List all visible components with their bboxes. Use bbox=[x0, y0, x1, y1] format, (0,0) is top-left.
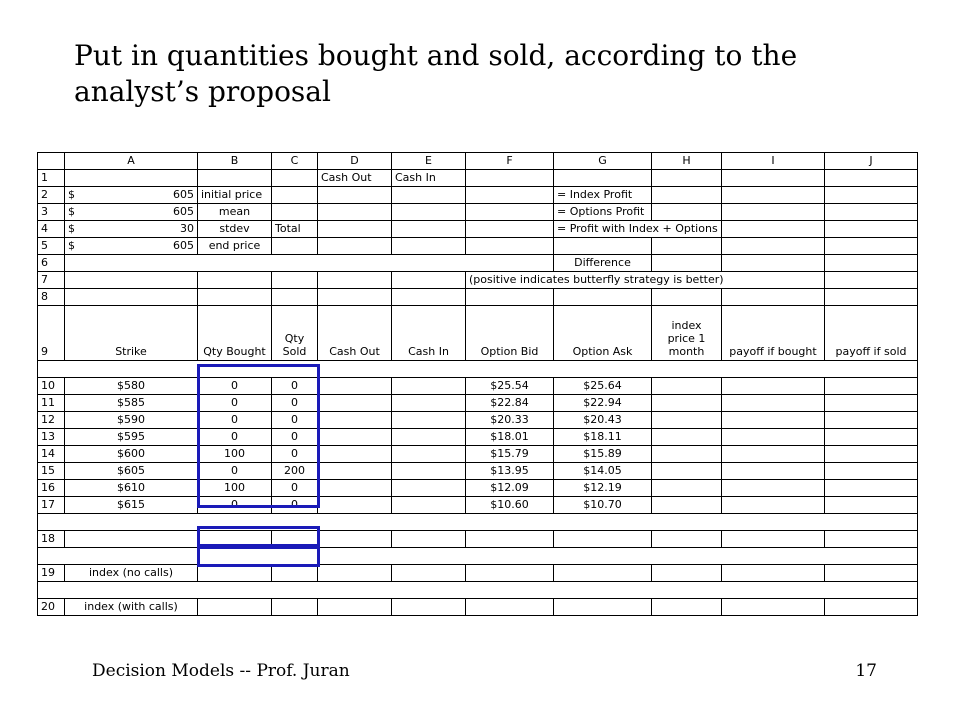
cash-out-cell[interactable] bbox=[318, 446, 392, 463]
option-ask-cell[interactable]: $15.89 bbox=[554, 446, 652, 463]
cell[interactable] bbox=[652, 412, 722, 429]
cell[interactable] bbox=[272, 187, 318, 204]
cell[interactable] bbox=[466, 531, 554, 548]
cell[interactable] bbox=[825, 289, 918, 306]
qty-sold-cell[interactable]: 0 bbox=[272, 412, 318, 429]
cash-in-cell[interactable] bbox=[392, 378, 466, 395]
cell[interactable] bbox=[198, 170, 272, 187]
currency-symbol: $ bbox=[68, 222, 75, 235]
qty-bought-cell[interactable]: 100 bbox=[198, 480, 272, 497]
qty-sold-cell[interactable]: 200 bbox=[272, 463, 318, 480]
cell[interactable] bbox=[722, 565, 825, 582]
sheet-row bbox=[38, 204, 918, 221]
index-price-header-line2: price 1 bbox=[667, 332, 706, 345]
row-number[interactable]: 20 bbox=[38, 599, 65, 616]
currency-symbol: $ bbox=[68, 205, 75, 218]
sheet-row bbox=[38, 238, 918, 255]
cell[interactable] bbox=[825, 378, 918, 395]
cell-value: 30 bbox=[180, 222, 194, 235]
spacer-row bbox=[38, 361, 918, 378]
total-label-cell[interactable]: Total bbox=[272, 221, 318, 238]
index-price-header-line1: index bbox=[671, 319, 702, 332]
cell[interactable] bbox=[652, 497, 722, 514]
index-no-calls-label-cell[interactable]: index (no calls) bbox=[65, 565, 198, 582]
cell[interactable] bbox=[652, 531, 722, 548]
row-number[interactable]: 12 bbox=[38, 412, 65, 429]
cell[interactable] bbox=[198, 272, 272, 289]
option-bid-cell[interactable]: $22.84 bbox=[466, 395, 554, 412]
mean-label-cell[interactable]: mean bbox=[198, 204, 272, 221]
cell[interactable] bbox=[722, 599, 825, 616]
option-bid-cell[interactable]: $15.79 bbox=[466, 446, 554, 463]
cell[interactable] bbox=[318, 204, 392, 221]
cell[interactable] bbox=[652, 565, 722, 582]
col-header-f[interactable]: F bbox=[466, 153, 554, 170]
qty-bought-cell[interactable]: 0 bbox=[198, 497, 272, 514]
cell[interactable] bbox=[466, 170, 554, 187]
index-no-calls-sold-cell[interactable] bbox=[272, 565, 318, 582]
col-header-i[interactable]: I bbox=[722, 153, 825, 170]
cell[interactable] bbox=[318, 599, 392, 616]
strike-cell[interactable]: $615 bbox=[65, 497, 198, 514]
cell[interactable] bbox=[825, 412, 918, 429]
cell[interactable] bbox=[722, 480, 825, 497]
row-number[interactable]: 6 bbox=[38, 255, 65, 272]
row-number[interactable]: 11 bbox=[38, 395, 65, 412]
qty-bought-cell[interactable]: 0 bbox=[198, 429, 272, 446]
sheet-row bbox=[38, 599, 918, 616]
cell[interactable] bbox=[652, 480, 722, 497]
cash-in-cell[interactable] bbox=[392, 463, 466, 480]
cell[interactable] bbox=[272, 170, 318, 187]
cell[interactable] bbox=[318, 187, 392, 204]
cash-out-cell[interactable] bbox=[318, 480, 392, 497]
col-header-b[interactable]: B bbox=[198, 153, 272, 170]
cell[interactable] bbox=[554, 599, 652, 616]
qty-bought-cell[interactable]: 0 bbox=[198, 463, 272, 480]
cell[interactable] bbox=[554, 238, 652, 255]
mean-value-cell[interactable] bbox=[65, 204, 198, 221]
row-number[interactable]: 5 bbox=[38, 238, 65, 255]
option-row bbox=[38, 446, 918, 463]
cell[interactable] bbox=[722, 412, 825, 429]
strike-cell[interactable]: $605 bbox=[65, 463, 198, 480]
cash-out-cell[interactable] bbox=[318, 463, 392, 480]
sheet-row bbox=[38, 272, 918, 289]
option-bid-cell[interactable]: $12.09 bbox=[466, 480, 554, 497]
qty-sold-header-cell[interactable] bbox=[272, 306, 318, 361]
row-number[interactable]: 17 bbox=[38, 497, 65, 514]
option-ask-cell[interactable]: $22.94 bbox=[554, 395, 652, 412]
index-price-header-cell[interactable] bbox=[652, 306, 722, 361]
option-ask-cell[interactable]: $18.11 bbox=[554, 429, 652, 446]
cell[interactable] bbox=[825, 221, 918, 238]
qty-sold-cell[interactable]: 0 bbox=[272, 480, 318, 497]
row-number[interactable]: 13 bbox=[38, 429, 65, 446]
cell[interactable] bbox=[272, 289, 318, 306]
initial-price-label-cell[interactable]: initial price bbox=[198, 187, 272, 204]
cash-in-cell[interactable] bbox=[392, 412, 466, 429]
qty-bought-cell[interactable]: 100 bbox=[198, 446, 272, 463]
col-header-j[interactable]: J bbox=[825, 153, 918, 170]
strike-cell[interactable]: $580 bbox=[65, 378, 198, 395]
options-profit-label-cell[interactable]: = Options Profit bbox=[554, 204, 652, 221]
qty-sold-header-line1: Qty bbox=[284, 332, 305, 345]
payoff-sold-header-cell[interactable]: payoff if sold bbox=[825, 306, 918, 361]
cell[interactable] bbox=[825, 480, 918, 497]
sheet-row bbox=[38, 565, 918, 582]
footer-course-label: Decision Models -- Prof. Juran bbox=[92, 661, 350, 681]
spacer-row bbox=[38, 514, 918, 531]
cell[interactable] bbox=[272, 204, 318, 221]
option-bid-cell[interactable]: $25.54 bbox=[466, 378, 554, 395]
cell[interactable] bbox=[652, 289, 722, 306]
cash-in-label-cell[interactable]: Cash In bbox=[392, 170, 466, 187]
spreadsheet-grid bbox=[37, 152, 918, 616]
cell[interactable] bbox=[652, 446, 722, 463]
cell[interactable] bbox=[65, 170, 198, 187]
sheet-row bbox=[38, 531, 918, 548]
row-number[interactable]: 19 bbox=[38, 565, 65, 582]
cell[interactable] bbox=[392, 565, 466, 582]
cell[interactable] bbox=[392, 272, 466, 289]
option-bid-cell[interactable]: $18.01 bbox=[466, 429, 554, 446]
cash-out-header-cell[interactable]: Cash Out bbox=[318, 306, 392, 361]
option-row bbox=[38, 378, 918, 395]
cell[interactable] bbox=[722, 531, 825, 548]
slide-title: Put in quantities bought and sold, according to the analyst’s proposal bbox=[74, 39, 798, 108]
index-no-calls-bought-cell[interactable] bbox=[198, 565, 272, 582]
cell[interactable] bbox=[554, 565, 652, 582]
cell[interactable] bbox=[652, 255, 722, 272]
cell[interactable] bbox=[722, 378, 825, 395]
cell[interactable] bbox=[392, 204, 466, 221]
cell[interactable] bbox=[825, 272, 918, 289]
row-number[interactable]: 15 bbox=[38, 463, 65, 480]
cell[interactable] bbox=[652, 378, 722, 395]
qty-bought-cell[interactable]: 0 bbox=[198, 378, 272, 395]
cell[interactable] bbox=[466, 565, 554, 582]
option-ask-cell[interactable]: $14.05 bbox=[554, 463, 652, 480]
column-header-row bbox=[38, 153, 918, 170]
stdev-label-cell[interactable]: stdev bbox=[198, 221, 272, 238]
cell[interactable] bbox=[318, 565, 392, 582]
qty-sold-cell[interactable]: 0 bbox=[272, 395, 318, 412]
initial-price-value-cell[interactable] bbox=[65, 187, 198, 204]
cell[interactable] bbox=[392, 599, 466, 616]
cash-out-label-cell[interactable]: Cash Out bbox=[318, 170, 392, 187]
index-with-calls-label-cell[interactable]: index (with calls) bbox=[65, 599, 198, 616]
cell[interactable] bbox=[825, 565, 918, 582]
cell[interactable] bbox=[722, 395, 825, 412]
cell[interactable] bbox=[554, 289, 652, 306]
option-bid-header-cell[interactable]: Option Bid bbox=[466, 306, 554, 361]
row-number[interactable]: 9 bbox=[38, 306, 65, 361]
cell[interactable] bbox=[825, 204, 918, 221]
cell[interactable] bbox=[825, 531, 918, 548]
qty-bought-header-cell[interactable]: Qty Bought bbox=[198, 306, 272, 361]
row-number[interactable]: 14 bbox=[38, 446, 65, 463]
cell[interactable] bbox=[825, 187, 918, 204]
cell[interactable] bbox=[722, 255, 825, 272]
sheet-row bbox=[38, 187, 918, 204]
qty-sold-cell[interactable]: 0 bbox=[272, 378, 318, 395]
option-ask-cell[interactable]: $20.43 bbox=[554, 412, 652, 429]
strike-cell[interactable]: $600 bbox=[65, 446, 198, 463]
cell[interactable] bbox=[318, 238, 392, 255]
qty-sold-header-line2: Sold bbox=[282, 345, 307, 358]
option-row bbox=[38, 463, 918, 480]
difference-label-cell[interactable]: Difference bbox=[554, 255, 652, 272]
table-header-row bbox=[38, 306, 918, 361]
strike-cell[interactable]: $590 bbox=[65, 412, 198, 429]
cell[interactable] bbox=[554, 170, 652, 187]
cell[interactable] bbox=[825, 599, 918, 616]
page-number: 17 bbox=[855, 661, 877, 681]
cell[interactable] bbox=[65, 255, 554, 272]
cash-out-cell[interactable] bbox=[318, 395, 392, 412]
cell[interactable] bbox=[392, 221, 466, 238]
cell[interactable] bbox=[466, 238, 554, 255]
cell[interactable] bbox=[392, 531, 466, 548]
spacer-cell bbox=[38, 548, 918, 565]
cell[interactable] bbox=[722, 429, 825, 446]
cash-in-header-cell[interactable]: Cash In bbox=[392, 306, 466, 361]
cell[interactable] bbox=[652, 204, 722, 221]
option-bid-cell[interactable]: $10.60 bbox=[466, 497, 554, 514]
cell[interactable] bbox=[722, 238, 825, 255]
strike-cell[interactable]: $610 bbox=[65, 480, 198, 497]
cell[interactable] bbox=[825, 497, 918, 514]
option-row bbox=[38, 395, 918, 412]
row-number[interactable]: 18 bbox=[38, 531, 65, 548]
cell[interactable] bbox=[825, 238, 918, 255]
strike-header-cell[interactable]: Strike bbox=[65, 306, 198, 361]
spacer-cell bbox=[38, 514, 918, 531]
cell[interactable] bbox=[825, 395, 918, 412]
option-row bbox=[38, 497, 918, 514]
qty-sold-cell[interactable]: 0 bbox=[272, 429, 318, 446]
index-profit-label-cell[interactable]: = Index Profit bbox=[554, 187, 652, 204]
cell[interactable] bbox=[466, 204, 554, 221]
cell[interactable] bbox=[466, 289, 554, 306]
cell[interactable] bbox=[554, 531, 652, 548]
cell[interactable] bbox=[652, 187, 722, 204]
sheet-row bbox=[38, 221, 918, 238]
option-row bbox=[38, 429, 918, 446]
index-with-calls-sold-cell[interactable] bbox=[272, 599, 318, 616]
spacer-row bbox=[38, 548, 918, 565]
option-ask-cell[interactable]: $25.64 bbox=[554, 378, 652, 395]
sheet-row bbox=[38, 289, 918, 306]
option-bid-cell[interactable]: $20.33 bbox=[466, 412, 554, 429]
cell[interactable] bbox=[318, 289, 392, 306]
cell[interactable] bbox=[466, 187, 554, 204]
stdev-value-cell[interactable] bbox=[65, 221, 198, 238]
sheet-row bbox=[38, 255, 918, 272]
qty-bought-cell[interactable]: 0 bbox=[198, 412, 272, 429]
cell[interactable] bbox=[722, 221, 825, 238]
cash-out-cell[interactable] bbox=[318, 412, 392, 429]
cell[interactable] bbox=[825, 463, 918, 480]
spacer-row bbox=[38, 582, 918, 599]
cash-out-cell[interactable] bbox=[318, 497, 392, 514]
cell[interactable] bbox=[65, 289, 198, 306]
currency-symbol: $ bbox=[68, 239, 75, 252]
cell[interactable] bbox=[466, 221, 554, 238]
option-ask-cell[interactable]: $12.19 bbox=[554, 480, 652, 497]
strike-cell[interactable]: $595 bbox=[65, 429, 198, 446]
cell-value: 605 bbox=[173, 188, 194, 201]
row-number[interactable]: 4 bbox=[38, 221, 65, 238]
cash-in-cell[interactable] bbox=[392, 480, 466, 497]
cell[interactable] bbox=[272, 272, 318, 289]
cell[interactable] bbox=[722, 170, 825, 187]
cell[interactable] bbox=[652, 463, 722, 480]
col-header-c[interactable]: C bbox=[272, 153, 318, 170]
index-price-header-line3: month bbox=[668, 345, 705, 358]
currency-symbol: $ bbox=[68, 188, 75, 201]
cell[interactable] bbox=[198, 531, 272, 548]
qty-sold-cell[interactable]: 0 bbox=[272, 497, 318, 514]
cell[interactable] bbox=[825, 446, 918, 463]
col-header-d[interactable]: D bbox=[318, 153, 392, 170]
row-number[interactable]: 2 bbox=[38, 187, 65, 204]
col-header-e[interactable]: E bbox=[392, 153, 466, 170]
col-header-h[interactable]: H bbox=[652, 153, 722, 170]
cell[interactable] bbox=[652, 238, 722, 255]
option-ask-header-cell[interactable]: Option Ask bbox=[554, 306, 652, 361]
cash-out-cell[interactable] bbox=[318, 429, 392, 446]
payoff-bought-header-cell[interactable]: payoff if bought bbox=[722, 306, 825, 361]
option-ask-cell[interactable]: $10.70 bbox=[554, 497, 652, 514]
cash-out-cell[interactable] bbox=[318, 378, 392, 395]
cell[interactable] bbox=[65, 531, 198, 548]
row-number[interactable]: 7 bbox=[38, 272, 65, 289]
option-row bbox=[38, 480, 918, 497]
row-number[interactable]: 16 bbox=[38, 480, 65, 497]
sheet-row bbox=[38, 170, 918, 187]
difference-note-cell[interactable]: (positive indicates butterfly strategy is better) bbox=[466, 272, 825, 289]
cell[interactable] bbox=[722, 204, 825, 221]
col-header-a[interactable]: A bbox=[65, 153, 198, 170]
cash-in-cell[interactable] bbox=[392, 395, 466, 412]
option-bid-cell[interactable]: $13.95 bbox=[466, 463, 554, 480]
cell[interactable] bbox=[652, 429, 722, 446]
profit-index-options-label-cell[interactable]: = Profit with Index + Options bbox=[554, 221, 722, 238]
strike-cell[interactable]: $585 bbox=[65, 395, 198, 412]
cell-value: 605 bbox=[173, 205, 194, 218]
cash-in-cell[interactable] bbox=[392, 429, 466, 446]
cash-in-cell[interactable] bbox=[392, 446, 466, 463]
cell[interactable] bbox=[272, 238, 318, 255]
cell[interactable] bbox=[272, 531, 318, 548]
row-number[interactable]: 1 bbox=[38, 170, 65, 187]
row-number[interactable]: 8 bbox=[38, 289, 65, 306]
cell[interactable] bbox=[318, 272, 392, 289]
spacer-cell bbox=[38, 361, 918, 378]
cell-value: 605 bbox=[173, 239, 194, 252]
qty-bought-cell[interactable]: 0 bbox=[198, 395, 272, 412]
corner-cell[interactable] bbox=[38, 153, 65, 170]
cell[interactable] bbox=[652, 395, 722, 412]
cell[interactable] bbox=[825, 170, 918, 187]
row-number[interactable]: 3 bbox=[38, 204, 65, 221]
end-price-label-cell[interactable]: end price bbox=[198, 238, 272, 255]
index-with-calls-bought-cell[interactable] bbox=[198, 599, 272, 616]
cell[interactable] bbox=[722, 289, 825, 306]
cell[interactable] bbox=[392, 289, 466, 306]
cell[interactable] bbox=[392, 187, 466, 204]
cell[interactable] bbox=[318, 531, 392, 548]
cell[interactable] bbox=[198, 289, 272, 306]
cell[interactable] bbox=[652, 599, 722, 616]
option-row bbox=[38, 412, 918, 429]
end-price-value-cell[interactable] bbox=[65, 238, 198, 255]
spacer-cell bbox=[38, 582, 918, 599]
cash-in-cell[interactable] bbox=[392, 497, 466, 514]
cell[interactable] bbox=[722, 187, 825, 204]
cell[interactable] bbox=[318, 221, 392, 238]
cell[interactable] bbox=[722, 463, 825, 480]
cell[interactable] bbox=[825, 429, 918, 446]
cell[interactable] bbox=[722, 497, 825, 514]
cell[interactable] bbox=[392, 238, 466, 255]
cell[interactable] bbox=[825, 255, 918, 272]
qty-sold-cell[interactable]: 0 bbox=[272, 446, 318, 463]
col-header-g[interactable]: G bbox=[554, 153, 652, 170]
spreadsheet bbox=[37, 152, 918, 616]
cell[interactable] bbox=[722, 446, 825, 463]
cell[interactable] bbox=[466, 599, 554, 616]
row-number[interactable]: 10 bbox=[38, 378, 65, 395]
cell[interactable] bbox=[652, 170, 722, 187]
cell[interactable] bbox=[65, 272, 198, 289]
